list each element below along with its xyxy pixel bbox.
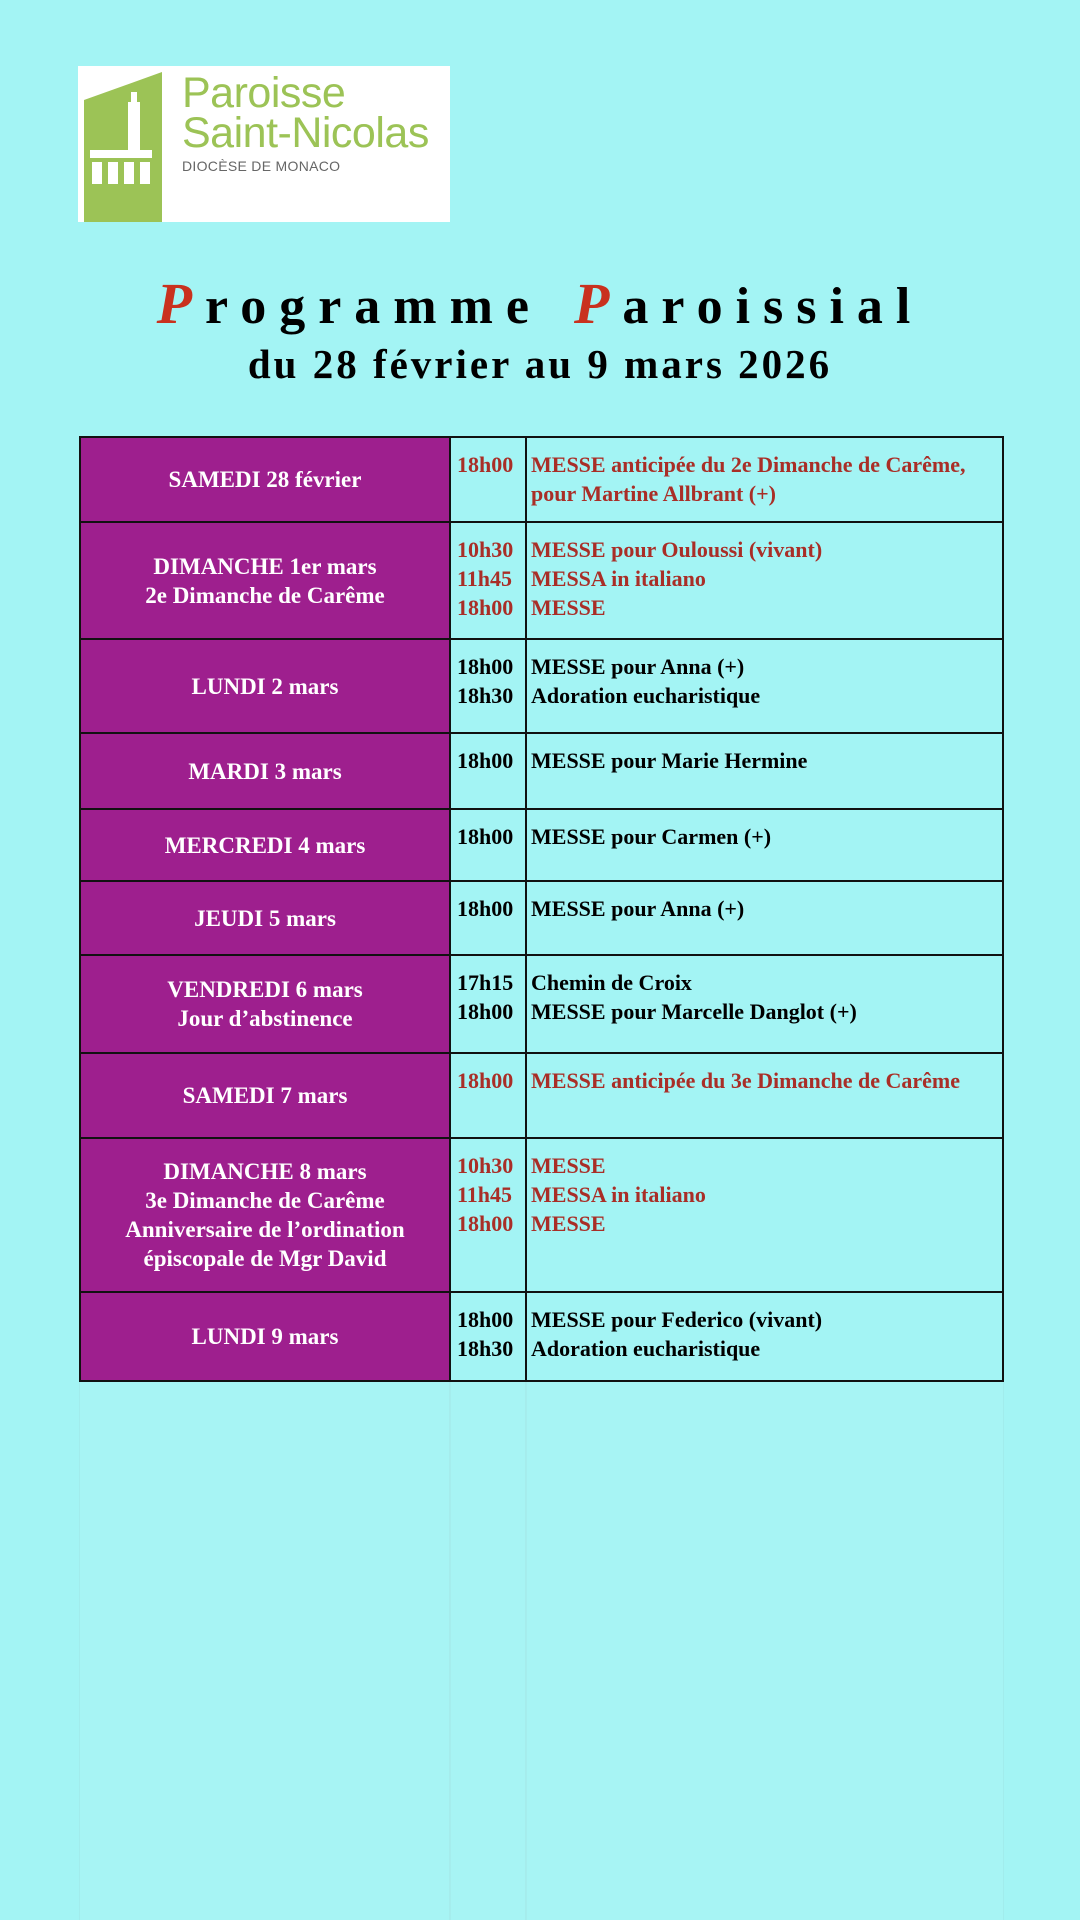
day-label: JEUDI 5 mars (194, 905, 336, 931)
day-cell (80, 1292, 450, 1381)
time-cell (450, 1292, 526, 1381)
time-label: 18h00 (457, 1211, 514, 1236)
time-label: 17h15 (457, 970, 514, 995)
day-label: 2e Dimanche de Carême (145, 582, 385, 608)
event-label: MESSE (531, 595, 606, 620)
time-cell (450, 955, 526, 1053)
day-cell (80, 639, 450, 733)
day-label: 3e Dimanche de Carême (145, 1188, 385, 1213)
event-cell (526, 955, 1003, 1053)
event-label: MESSE anticipée du 2e Dimanche de Carême, pour Martine Allbrant (+) (531, 452, 966, 506)
event-label: MESSA in italiano (531, 566, 706, 591)
event-label: MESSE pour Marcelle Danglot (+) (531, 999, 857, 1024)
event-label: MESSE pour Anna (+) (531, 896, 745, 921)
day-label: MARDI 3 mars (188, 758, 342, 784)
day-label: LUNDI 2 mars (191, 673, 339, 699)
title-initial-1: P (156, 271, 206, 336)
day-label: DIMANCHE 8 mars (163, 1159, 367, 1184)
schedule-body (80, 437, 1003, 1381)
time-label: 18h30 (457, 683, 514, 708)
event-cell (526, 1053, 1003, 1138)
schedule-table (79, 436, 1004, 1382)
day-label: DIMANCHE 1er mars (153, 553, 377, 579)
event-label: MESSE pour Anna (+) (531, 654, 745, 679)
day-cell (80, 1053, 450, 1138)
event-cell (526, 1292, 1003, 1381)
time-cell (450, 437, 526, 522)
event-cell (526, 881, 1003, 955)
page-subtitle: du 28 février au 9 mars 2026 (247, 341, 833, 387)
time-label: 18h00 (457, 896, 514, 921)
schedule-row (80, 1292, 1003, 1381)
event-label: MESSE (531, 1153, 606, 1178)
title-initial-2: P (573, 271, 623, 336)
day-label: épiscopale de Mgr David (143, 1246, 387, 1271)
event-label: MESSE pour Carmen (+) (531, 824, 772, 849)
time-label: 10h30 (457, 1153, 514, 1178)
event-cell (526, 733, 1003, 809)
time-cell (450, 639, 526, 733)
event-cell (526, 1138, 1003, 1292)
time-label: 18h00 (457, 452, 514, 477)
time-label: 18h00 (457, 1068, 514, 1093)
time-label: 18h00 (457, 999, 514, 1024)
logo-text-line1: Paroisse (182, 69, 346, 117)
parish-logo (78, 66, 450, 222)
event-cell (526, 437, 1003, 522)
event-label: MESSE pour Federico (vivant) (531, 1307, 823, 1332)
schedule-row (80, 1138, 1003, 1292)
column-shade-time (449, 1380, 527, 1920)
event-label: MESSE pour Marie Hermine (531, 748, 808, 773)
day-cell (80, 733, 450, 809)
title-word-2: aroissial (622, 278, 924, 335)
schedule-row (80, 955, 1003, 1053)
time-label: 10h30 (457, 537, 514, 562)
event-label: Chemin de Croix (531, 970, 692, 995)
schedule-row (80, 733, 1003, 809)
title-word-1: rogramme (205, 278, 542, 335)
column-shade-day (79, 1380, 451, 1920)
event-label: MESSE (531, 1211, 606, 1236)
time-label: 18h00 (457, 824, 514, 849)
day-label: SAMEDI 7 mars (182, 1083, 348, 1108)
time-cell (450, 1053, 526, 1138)
time-label: 18h00 (457, 1307, 514, 1332)
time-cell (450, 881, 526, 955)
schedule-row (80, 437, 1003, 522)
page-title (0, 270, 1080, 337)
event-label: MESSA in italiano (531, 1182, 706, 1207)
time-label: 11h45 (457, 1182, 513, 1207)
schedule-row (80, 809, 1003, 881)
time-label: 18h00 (457, 595, 514, 620)
day-label: Anniversaire de l’ordination (125, 1217, 405, 1242)
day-cell (80, 1138, 450, 1292)
day-label: LUNDI 9 mars (191, 1324, 339, 1349)
day-cell (80, 881, 450, 955)
day-cell (80, 955, 450, 1053)
event-label: MESSE pour Ouloussi (vivant) (531, 537, 823, 562)
event-label: Adoration eucharistique (531, 1336, 761, 1361)
schedule-row (80, 881, 1003, 955)
event-cell (526, 639, 1003, 733)
time-label: 11h45 (457, 566, 513, 591)
time-label: 18h00 (457, 654, 514, 679)
logo-text-line2: Saint-Nicolas (182, 109, 429, 157)
schedule-row (80, 1053, 1003, 1138)
day-label: VENDREDI 6 mars (167, 977, 363, 1002)
logo-diocese: DIOCÈSE DE MONACO (182, 158, 341, 174)
day-label: Jour d’abstinence (177, 1006, 353, 1031)
time-cell (450, 1138, 526, 1292)
time-label: 18h00 (457, 748, 514, 773)
event-label: Adoration eucharistique (531, 683, 761, 708)
time-label: 18h30 (457, 1336, 514, 1361)
time-cell (450, 522, 526, 639)
day-cell (80, 809, 450, 881)
day-label: MERCREDI 4 mars (164, 832, 366, 858)
time-cell (450, 733, 526, 809)
column-shade-event (525, 1380, 1004, 1920)
event-cell (526, 809, 1003, 881)
event-cell (526, 522, 1003, 639)
event-label: MESSE anticipée du 3e Dimanche de Carême (531, 1068, 960, 1093)
day-label: SAMEDI 28 février (168, 467, 362, 492)
day-cell (80, 522, 450, 639)
schedule-row (80, 639, 1003, 733)
day-cell (80, 437, 450, 522)
time-cell (450, 809, 526, 881)
schedule-row (80, 522, 1003, 639)
